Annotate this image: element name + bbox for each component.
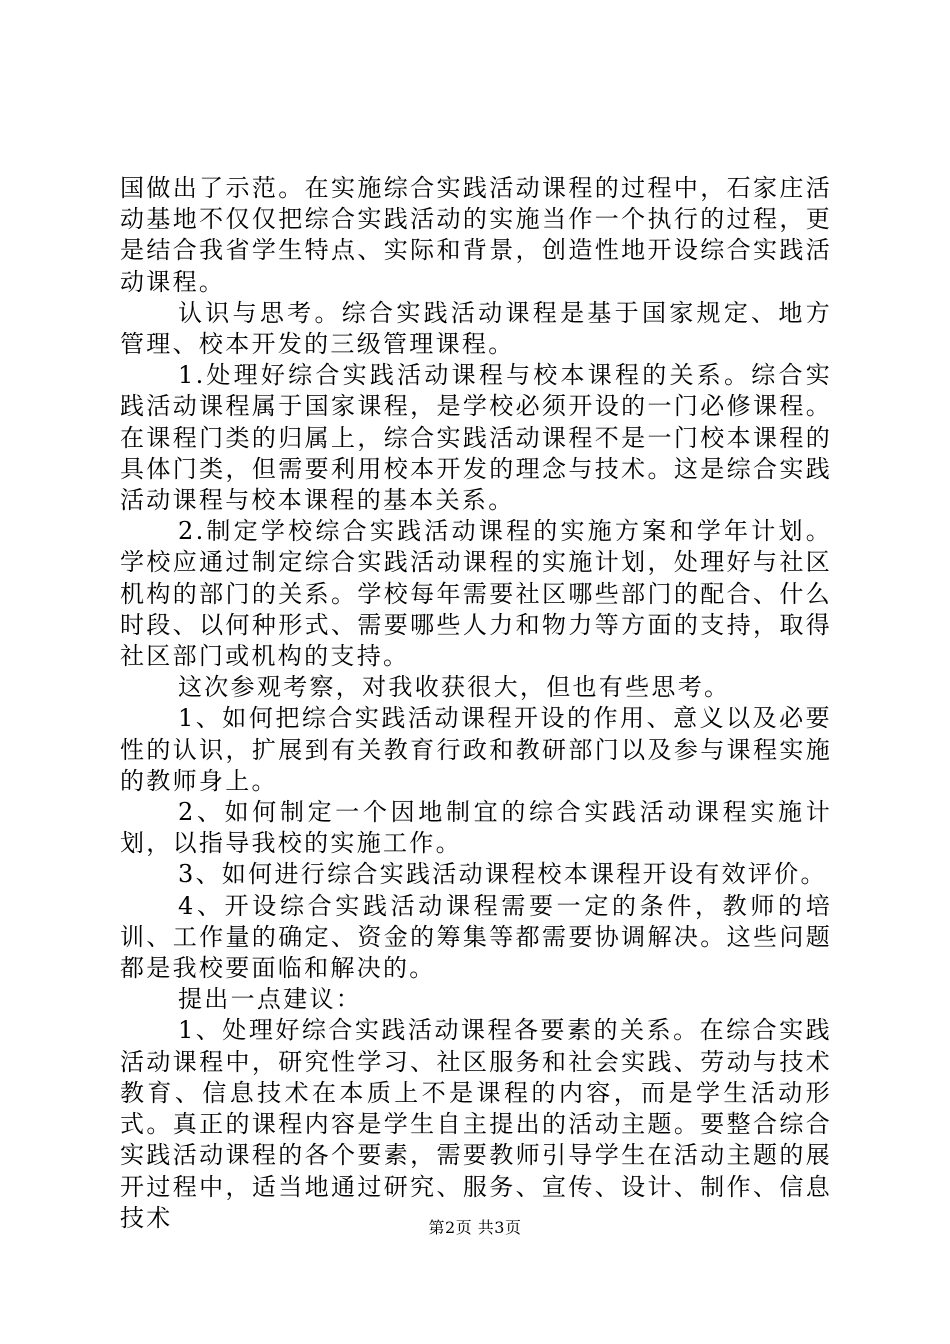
paragraph: 3、如何进行综合实践活动课程校本课程开设有效评价。 [178,860,827,889]
page-number-footer: 第2页 共3页 [428,1218,522,1237]
paragraph: 国做出了示范。在实施综合实践活动课程的过程中，石家庄活动基地不仅仅把综合实践活动的实施当作一个执行的过程，更是结合我省学生特点、实际和背景，创造性地开设综合实践活动课程。 [120,174,832,296]
document-body [120,173,832,1234]
paragraph: 认识与思考。综合实践活动课程是基于国家规定、地方管理、校本开发的三级管理课程。 [120,298,832,359]
paragraph: 4、开设综合实践活动课程需要一定的条件，教师的培训、工作量的确定、资金的筹集等都需要协调解决。这些问题都是我校要面临和解决的。 [120,891,832,983]
paragraph: 提出一点建议： [178,985,363,1014]
paragraph: 这次参观考察，对我收获很大，但也有些思考。 [178,673,731,702]
paragraph: 2.制定学校综合实践活动课程的实施方案和学年计划。学校应通过制定综合实践活动课程的实施计划，处理好与社区机构的部门的关系。学校每年需要社区哪些部门的配合、什么时段、以何种形式、需要哪些人力和物力等方面的支持，取得社区部门或机构的支持。 [120,517,832,671]
paragraph: 1.处理好综合实践活动课程与校本课程的关系。综合实践活动课程属于国家课程，是学校必须开设的一门必修课程。在课程门类的归属上，综合实践活动课程不是一门校本课程的具体门类，但需要利用校本开发的理念与技术。这是综合实践活动课程与校本课程的基本关系。 [120,361,832,515]
paragraph: 2、如何制定一个因地制宜的综合实践活动课程实施计划，以指导我校的实施工作。 [120,798,832,858]
paragraph: 1、处理好综合实践活动课程各要素的关系。在综合实践活动课程中，研究性学习、社区服务和社会实践、劳动与技术教育、信息技术在本质上不是课程的内容，而是学生活动形式。真正的课程内容是学生自主提出的活动主题。要整合综合实践活动课程的各个要素，需要教师引导学生在活动主题的展开过程中，适当地通过研究、服务、宣传、设计、制作、信息技术 [120,1016,832,1232]
paragraph: 1、如何把综合实践活动课程开设的作用、意义以及必要性的认识，扩展到有关教育行政和教研部门以及参与课程实施的教师身上。 [120,704,832,795]
